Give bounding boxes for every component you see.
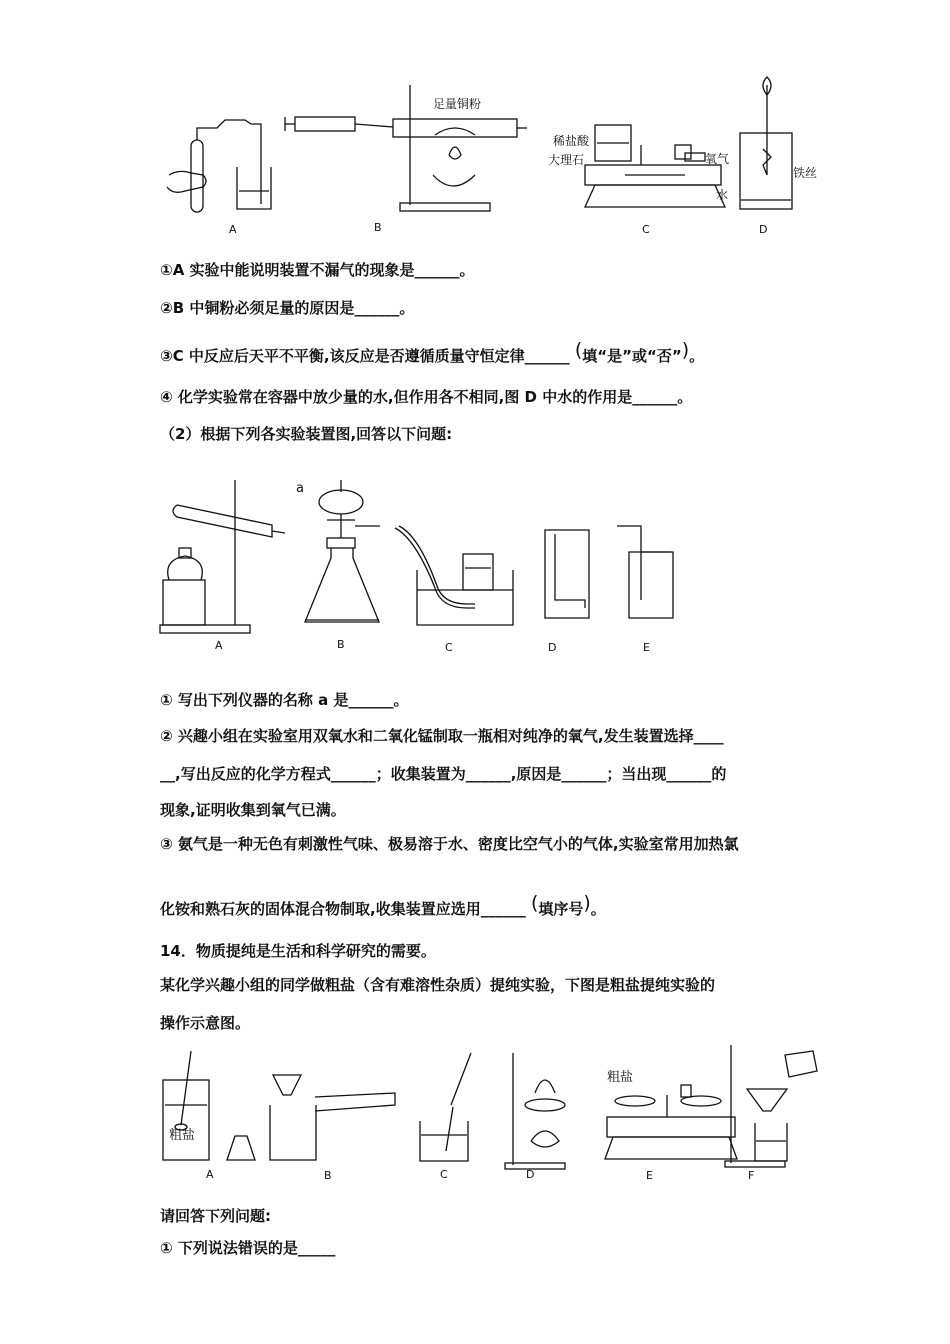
part2-q3-text: 化铵和熟石灰的固体混合物制取,收集装置应选用______ xyxy=(160,900,526,918)
part2-q1-line: ① 写出下列仪器的名称 a 是______。 xyxy=(160,691,409,709)
fig1-copper-label: 足量铜粉 xyxy=(433,97,482,111)
fig3-label-b: B xyxy=(324,1169,332,1182)
figure-2-apparatus xyxy=(155,470,695,660)
fig2-label-c: C xyxy=(445,641,453,654)
fig1-c-drawing xyxy=(585,125,725,207)
figure-3-apparatus xyxy=(155,1045,835,1190)
fig1-label-c: C xyxy=(642,223,650,236)
q14-intro-line-2: 操作示意图。 xyxy=(160,1014,251,1032)
fig1-a-drawing xyxy=(167,120,271,212)
q14-prompt: 请回答下列问题: xyxy=(160,1207,271,1225)
part2-q2-line-1: ② 兴趣小组在实验室用双氧水和二氧化锰制取一瓶相对纯净的氧气,发生装置选择____ xyxy=(160,727,724,745)
fig2-a-drawing xyxy=(160,480,285,633)
q14-sub-1: ① 下列说法错误的是_____ xyxy=(160,1239,336,1257)
fig1-label-a: A xyxy=(229,223,237,236)
fig3-label-f: F xyxy=(748,1169,755,1182)
fig1-label-b: B xyxy=(374,221,382,234)
figure-1-apparatus xyxy=(155,75,835,240)
q3-paren-close: ) xyxy=(681,339,690,361)
q1-line: ①A 实验中能说明装置不漏气的现象是______。 xyxy=(160,261,475,279)
part2-q3-end: 。 xyxy=(590,900,606,918)
q3-end: 。 xyxy=(689,347,705,365)
fig3-b-drawing xyxy=(270,1075,395,1160)
part2-q3-line-1: ③ 氨气是一种无色有刺激性气味、极易溶于水、密度比空气小的气体,实验室常用加热氯 xyxy=(160,835,739,853)
part2-title: （2）根据下列各实验装置图,回答以下问题: xyxy=(160,425,453,443)
q4-line: ④ 化学实验常在容器中放少量的水,但作用各不相同,图 D 中水的作用是______。 xyxy=(160,388,693,406)
fig3-salt-jar-label: 粗盐 xyxy=(169,1128,196,1143)
fig3-label-a: A xyxy=(206,1168,214,1181)
fig3-label-d: D xyxy=(526,1168,535,1181)
q3-fill-hint: 填“是”或“否” xyxy=(582,347,682,365)
q3-paren-open: ( xyxy=(574,339,583,361)
part2-q3-fill-hint: 填序号 xyxy=(538,900,584,918)
fig3-f-drawing xyxy=(725,1045,817,1167)
fig2-e-drawing xyxy=(617,526,673,618)
fig3-e-drawing xyxy=(605,1085,737,1159)
fig3-d-drawing xyxy=(505,1053,565,1169)
fig1-acid-label: 稀盐酸 xyxy=(553,134,590,148)
fig1-oxygen-label: 氧气 xyxy=(705,152,730,166)
fig1-b-drawing xyxy=(285,85,527,211)
q3-line xyxy=(160,340,704,366)
fig2-b-drawing xyxy=(305,480,380,622)
part2-q3-paren-open: ( xyxy=(530,892,539,914)
fig1-iron-label: 铁丝 xyxy=(793,166,818,180)
fig2-label-e: E xyxy=(643,641,650,654)
q14-title: 14．物质提纯是生活和科学研究的需要。 xyxy=(160,942,436,960)
fig1-d-drawing xyxy=(740,77,792,209)
q3-text: ③C 中反应后天平不平衡,该反应是否遵循质量守恒定律______ xyxy=(160,347,570,365)
fig2-label-b: B xyxy=(337,638,345,651)
fig3-a-drawing xyxy=(163,1051,255,1160)
part2-q3-line-2 xyxy=(160,893,606,919)
part2-q2-line-2: __,写出反应的化学方程式______；收集装置为______,原因是______；当出现______的 xyxy=(160,765,727,783)
part2-q3-paren-close: ) xyxy=(583,892,591,914)
fig2-c-drawing xyxy=(395,526,513,625)
fig1-label-d: D xyxy=(759,223,768,236)
fig2-label-callout-a: a xyxy=(296,481,304,496)
fig3-label-c: C xyxy=(440,1168,448,1181)
fig1-marble-label: 大理石 xyxy=(548,153,585,167)
fig3-salt-balance-label: 粗盐 xyxy=(607,1070,634,1085)
fig3-c-drawing xyxy=(420,1053,471,1161)
q2-line: ②B 中铜粉必须足量的原因是______。 xyxy=(160,299,415,317)
fig2-d-drawing xyxy=(545,530,589,618)
fig2-label-a: A xyxy=(215,639,223,652)
fig1-water-label: 水 xyxy=(716,188,729,202)
fig3-label-e: E xyxy=(646,1169,653,1182)
fig2-label-d: D xyxy=(548,641,557,654)
part2-q2-line-3: 现象,证明收集到氧气已满。 xyxy=(160,801,346,819)
q14-intro-line-1: 某化学兴趣小组的同学做粗盐（含有难溶性杂质）提纯实验，下图是粗盐提纯实验的 xyxy=(160,976,716,994)
